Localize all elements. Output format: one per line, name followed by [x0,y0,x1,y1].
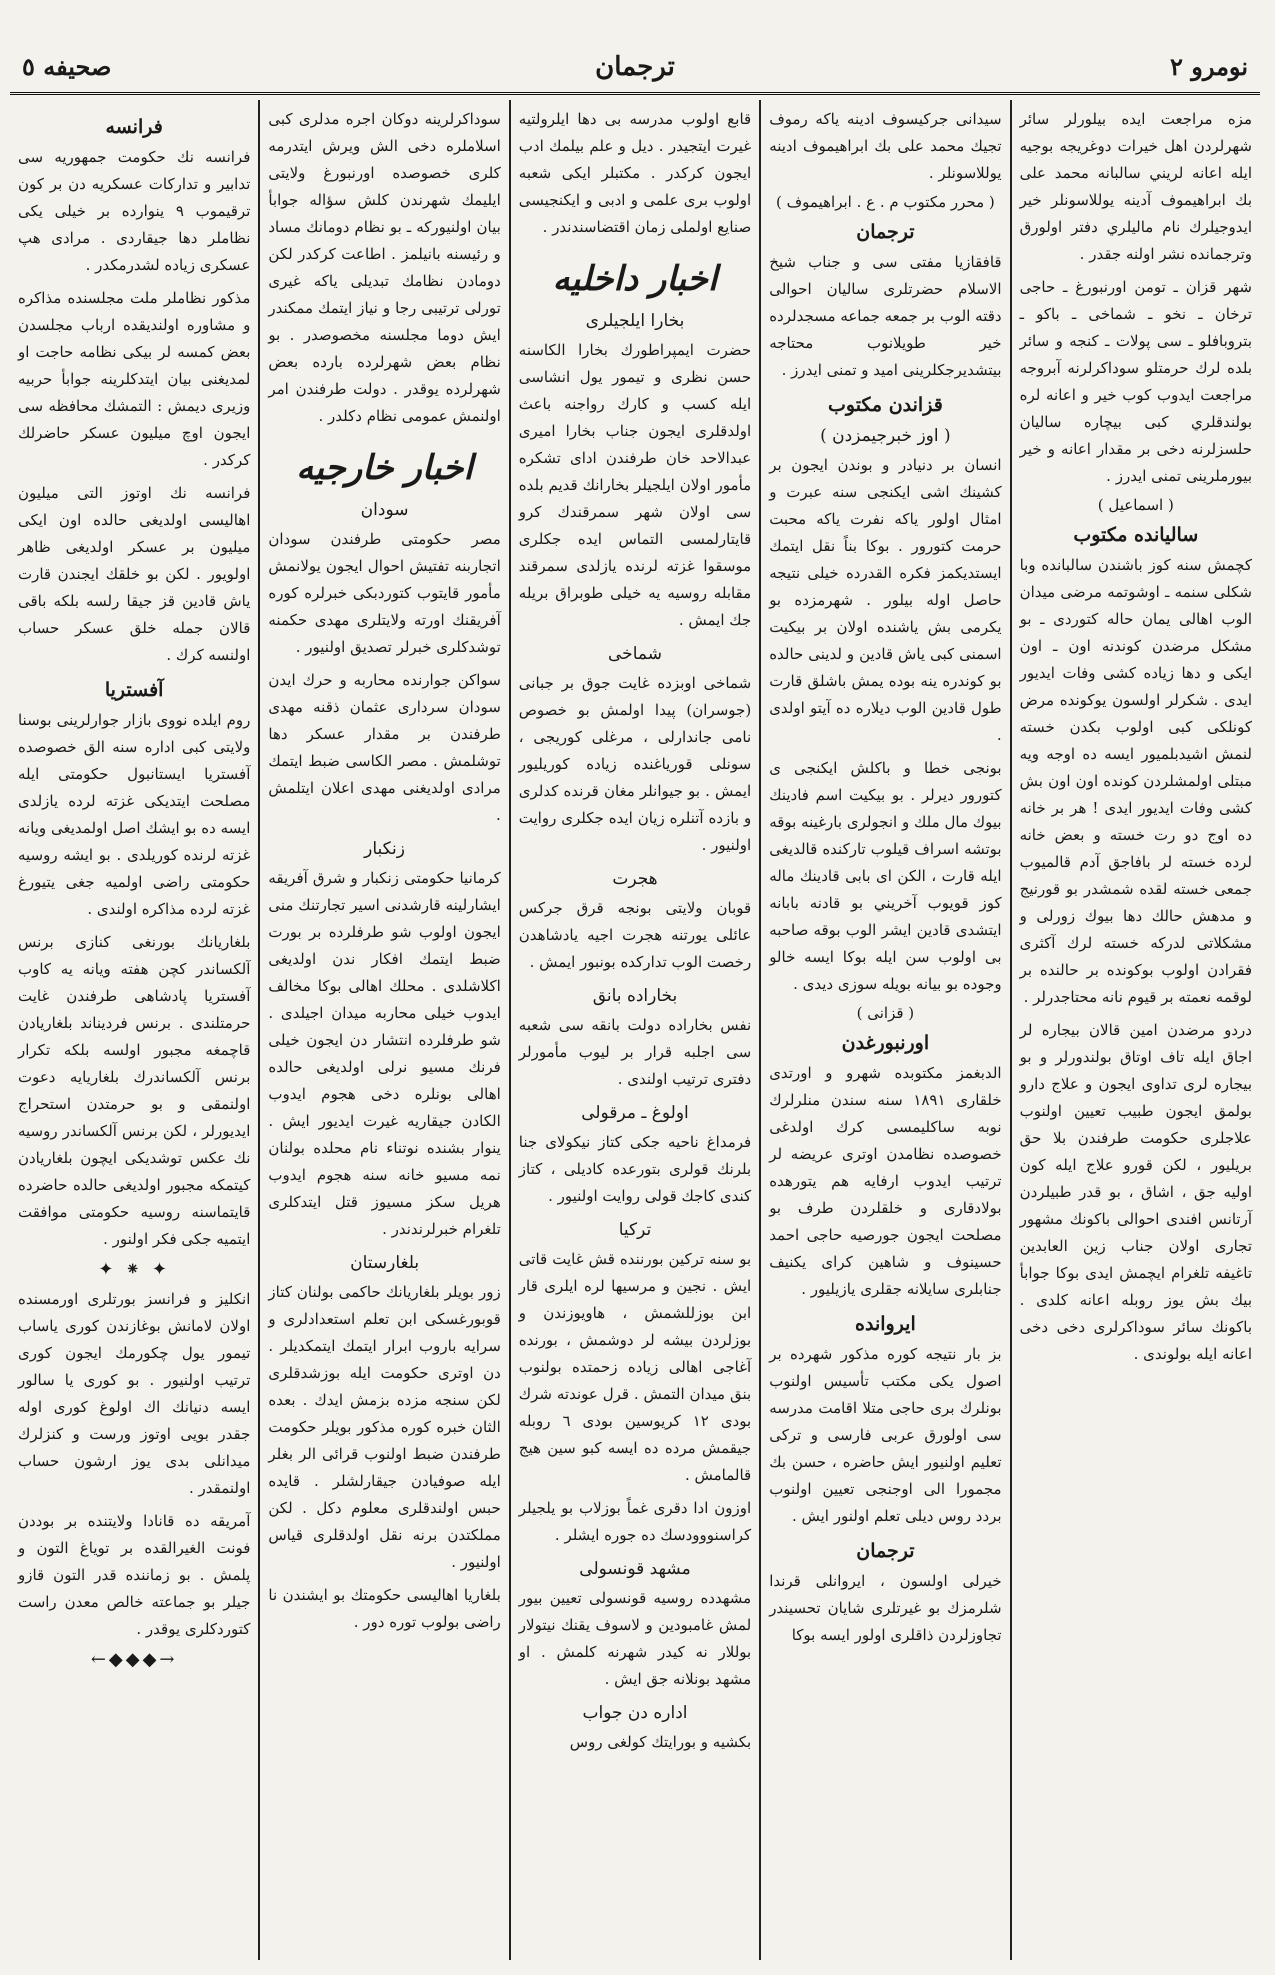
section-heading: هجرت [612,869,658,889]
masthead [10,48,1260,95]
column-4 [258,100,508,1960]
section-heading: قزاندن مكتوب [828,394,943,416]
article-paragraph: فرانسه نك اوتوز التى ميليون اهاليسى اولديغى حالده اون ايكى ميليون بر عسكر اولديغى ظاهر اولويور . لكن بو خلقك ايجندن قارت ياش قادين قز جيقا رلسه بلكه باقى قالان جمله خلق عسكر حساب اولنسه كرك . [17,484,251,664]
page-number: صحيفه ٥ [22,52,112,81]
section-heading: فرانسه [105,116,163,138]
article-paragraph: شماخى اوبزده غايت جوق بر جبانى (جوسران) پيدا اولمش بو خصوص نامى جاندارلى ، مرغلى كوريجى ، سونلى قورياغنده زياده كوريليور ايمش . بو جيوانلر مغان قرنده كدلرى و بازده آتنلره زيان ايده جكلرى روايت اولنيور . [518,674,752,854]
section-heading: تركيا [618,1220,652,1240]
column-3 [509,100,759,1960]
section-heading: بلغارستان [350,1253,420,1273]
article-paragraph: كرمانيا حكومتى زنكبار و شرق آفريقه ايشارلينه قارشدنى اسير تجارتنك منى ايجون اولوب شو طرفلرده بر بورت ضبط ايتمك افكار ندن اولديغى اكلاشلدى . محلك اهالى بوكا مخالف ايدوب خيلى محاربه ميدان اجيلدى . شو طرفلرده انتشار دن ايجون خيلى فرنك مسيو نرلى اولديغى حالده اهالى بونلره دخى هجوم ايدوب الكادن جيقاريه غيرت ايديور ايش . ينوار بشنده نوتناء نام محلده بولنان نمه مسيو خانه سنه هجوم ايدوب هريل سكز مسيوز قتل ايتدكلرى تلغرام خبرلرندندر . [268,869,501,1238]
article-paragraph: قافقازيا مفتى سى و جناب شيخ الاسلام حضرتلرى ساليان احوالى دقته الوب بر جمعه جماعه مسجدلرده خير طويلانوب محتاجه بيتشديرجكلرينى اميد و تمنى ايدرز . [769,253,1002,379]
columns [10,100,1260,1960]
article-paragraph: انكليز و فرانسز بورتلرى اورمسنده اولان لامانش بوغازندن كورى ياساب تيمور يول چكورمك ايجون كورى ترتيب اولنيور . بو كورى يا سالور ايسه دنيانك اك اولوغ كورى اوله جقدر بويى اوتوز ورست و كنزلرك ميدانلى بدى يوز ارشون حساب اولنمقدر . [17,1290,251,1497]
article-paragraph: الدبغمز مكتوبده شهرو و اورتدى خلقارى ١٨٩١ سنه سندن منلرلرك نوبه ساكليمسى كرك اولدغى خصوصده نظامدن اوترى عريضه لر ترتيب ايدوب ارفايه هم يتورهده بولادقارى و خلقلردن طرف بو مصلحت ايجون جورصيه حاجى احمد حسينوف و شاهين كراى يكنيف جنابلرى سايلانه جقلرى يازيليور . [769,1064,1002,1298]
section-heading: زنكبار [364,839,405,859]
signature: ( قزانى ) [856,1004,915,1022]
article-paragraph: بو سنه تركين بورننده قش غايت قاتى ايش . نجين و مرسيها لره ايلرى قار ابن بوزللشمش ، هاويوزندن و بوزلردن بيشه لر دوشمش ، بورنده آغاجى اهالى زياده زحمتده بولنوب بنق ميدان التمش . قرل عوندته شرك بودى ١٢ كريوسين بودى ٦ روبله جيقمش مرده ده ايسه كبو سين هيج قالمامش . [518,1250,752,1484]
section-heading: ( اوز خبرجيمزدن ) [820,426,951,446]
article-paragraph: بكشيه و بورايتك كولغى روس [569,1733,752,1751]
section-heading: آفستريا [104,679,164,701]
article-paragraph: سيدانى جركيسوف ادينه ياكه رموف تجيك محمد على بك ابراهيموف ادينه يوللاسونلر . [769,110,1002,182]
issue-number: نومرو ٢ [1169,52,1248,81]
section-heading: سودان [360,500,409,520]
article-paragraph: مصر حكومتى طرفندن سودان اتجاربنه تفتيش احوال ايجون يولانمش مأمور قايتوب كتوردبكى خبرلره كوره آفريقنك اورته ولايتلرى مهدى حكمنه توشدكلرى خبرلر تصديق اولنيور . [268,530,501,656]
column-1 [1010,100,1260,1960]
section-heading: شماخى [608,644,662,664]
article-paragraph: اوزون ادا دقرى غماً بوزلاب بو يلجيلر كراسنووودسك ده جوره ايشلر . [518,1499,752,1544]
article-paragraph: مزه مراجعت ايده بيلورلر سائر شهرلردن اهل خيرات دوغريجه بوجيه ايله اعانه لريني سالبانه محمد على بك ابراهيموف آدينه يوللاسونلر خير ايدوجيلرك نام ماليلري دفتر اولورق وترجمانده نشر اولنه جقدر . [1019,110,1252,263]
signature: ( محرر مكتوب م . ع . ابراهيموف ) [776,193,995,211]
section-heading: ساليانده مكتوب [1073,524,1199,546]
article-paragraph: قابع اولوب مدرسه بى دها ايلرولتيه غيرت ايتجيدر . ديل و علم بيلمك ادب ايجون كركدر . مكتبلر ايكى شعبه اولوب برى علمى و ادبى و ايكنجيسى صنايع اولملى زمان اقتضاسندندر . [518,110,752,236]
article-paragraph: بونجى خطا و باكلش ايكنجى ى كتورور ديرلر . بو بيكيت اسم فادينك بيوك مال ملك و انجولرى بارغينه بوقه بوتشه اسراف قيلوب تاركنده قالديغى ايله قارت ، الكن اى بابى قادينك ماله كوز قويوب آخريني بو قادنه بابانه ايتشدى قادين ايشر الوب بوقه صاحبه بى اولوب سن ايله بوكا ايسه خالو وجوده بو بيانه بويله سوزى ديدى . [769,759,1002,993]
article-paragraph: قوبان ولايتى بونجه قرق جركس عائلى يورتنه هجرت اجيه يادشاهدن رخصت الوب تداركده بونبور ايمش . [518,899,752,971]
section-heading: ترجمان [856,1540,915,1562]
section-heading: اخبار داخليه [552,259,718,299]
article-paragraph: سواكن جوارنده محاربه و حرك ايدن سودان سردارى عثمان ذقنه مهدى طرفندن بر مقدار عسكر دها توشلمش . مصر الكاسى ضبط ايتمك مرادى اولديغنى مهدى اعلان ايتلمش . [268,671,501,824]
article-paragraph: انسان بر دنيادر و بوندن ايجون بر كشينك اشى ايكنجى سنه عبرت و امثال اولور ياكه نفرت ياكه محبت حرمت كتورور . بوكا بناً نقل ايتمك ايستديكمز فكره القدرده خيلى نتيجه حاصل اوله بيلور . شهرمزده بو يكرمى بش ياشنده اولان بر بيكيت اسمنى كبى ياش قادين و لدينى حالده بو كوندره ينه بوده يمش باشلق قارت طول قادين الوب ديلاره ده آيتو اولدى . [769,456,1002,744]
article-paragraph: بز بار نتيجه كوره مذكور شهرده بر اصول يكى مكتب تأسيس اولنوب بونلرك برى حاجى متلا اقامت مدرسه سى اولورق عربى فارسى و تركى تعليم اولنيور ايش حاضره ، حسن بك مجمورا الى اوجنجى تعيين اولنوب بردد روس ديلى تعلم اولنور ايش . [769,1345,1002,1525]
article-paragraph: روم ايلده نووى بازار جوارلرينى بوسنا ولايتى كبى اداره سنه الق خصوصده آفستريا ايستانبول حكومتى ايله مصلحت ايتديكى غزته لرده يازلدى ايسه ده بو ايشك اصل اولمديغى ويانه غزته لرنده كوريلدى . بو ايشه روسيه حكومتى راضى اولميه جغى يتيورغ غزته لرده مذاكره اولندى . [17,711,251,918]
article-paragraph: دردو مرضدن امين قالان بيجاره لر اجاق ايله تاف اوتاق بولندورلر و بو بيجاره لرى تداوى ايجون و علاج دارو بولمق ايجون طبيب تعيين اولنوب علاجلرى حكومت طرفندن بلا حق بريليور ، لكن قورو علاج ايله كون اوليه جق ، اشاق ، بو قدر طبيلردن آرتانس افندى احوالى باكونك مشهور تجارى اولان جناب زين العابدين تاغيفه تلغرام ايچمش ايدى بوكا جوابأ بيك بش يوز روبله اعانه كلدى . باكونك سائر سوداكرلرى دخى دخى اعانه ايله بولوندى . [1019,1021,1252,1363]
article-paragraph: كچمش سنه كوز باشندن سالبانده وبا شكلى سنمه ـ اوشوتمه مرضى ميدان الوب اهالى يمان حاله كتوردى ـ بو مشكل مرضدن كوندنه اون ـ اون ايكى و دها زياده كشى وفات ايديور ايدى . شكرلر اولسون يوكونده مرض كونلكى كبى اولوب بكدن خسته لنمش اشيدبلميور ايسه ده اوجه ويه مبتلى اولمشلردن كونده اون اون بش كشى وفات ايديور ايدى ! هر بر خانه ده اوج دو رت خسته و بعض خانه لرده خسته لر بافاجق آدم قالميوب جمعى خسته لقده شمشدر بو قورنيج و مدهش حالك دها بيوك زورلى و مشكلاتى لدركه خسته لرك آكثرى فقرادن اولوب بوكونده بر حالنده بر لوقمه نعمته بر قيوم نانه محتاجدرلر . [1019,556,1252,1006]
article-paragraph: مذكور نظاملر ملت مجلسنده مذاكره و مشاوره اولنديقده ارباب مجلسدن بعض كمسه لر بيكى نظامه حاجت او لمديغنى بيان ايتدكلرينه جوابأ حربيه وزيرى ديمش : التمشك محافظه سى ايجون اوچ ميليون عسكر حاضرلك كركدر . [17,289,251,469]
section-heading: اولوغ ـ مرقولى [581,1103,689,1123]
section-heading: ترجمان [856,221,915,243]
article-paragraph: فرمداغ ناحيه جكى كتاز نيكولاى جنا بلرنك قولرى بتورعده كاديلى ، كتاز كندى كاجك قولى روايت اولنيور . [518,1133,752,1205]
article-paragraph: شهر قزان ـ تومن اورنبورغ ـ حاجى ترخان ـ نخو ـ شماخى ـ باكو ـ بتروبافلو ـ سى پولات ـ كنجه و سائر بلده لرك حرمتلو سوداكرلرنه آبروجه مراجعت ايدوب كوب خير و اعانه لره بولندقلري كبى بيچاره ساليان حلسزلرنه دخى بر مقدار اعانه و خير بيورملرينى تمنى ايدرز . [1019,278,1252,485]
article-paragraph: فرانسه نك حكومت جمهوريه سى تدابير و تداركات عسكريه دن بر كون ترقيموب ٩ ينوارده بر خيلى يكى نظاملر دها جيقاردى . مرادى هپ عسكرى زياده لشدرمكدر . [17,148,251,274]
article-paragraph: بلغاريانك بورنغى كنازى برنس آلكساندر كچن هفته ويانه يه كاوب آفستريا پادشاهى طرفندن غايت حرمتلندى . برنس فرديناند بلغاريادن قاچمغه مجبور اولسه بلكه تكرار برنس آلكساندرك بلغاريايه دعوت اولنمقى و بو حرمتدن استحراج ايديورلر ، لكن برنس آلكساندر روسيه نك عكس توشديكى ايچون بلغاريادن كيتمكه مجبور اولديغى حالده حاضرده قايتماسنه روسيه حكومتى موافقت ايتميه جكى فكر اولنور . [17,933,251,1248]
article-paragraph: نفس بخاراده دولت بانقه سى شعبه سى اجلبه قرار بر ليوب مأمورلر دفترى ترتيب اولندى . [518,1016,752,1088]
article-paragraph: خيرلى اولسون ، ايروانلى قرندا شلرمزك بو غيرتلرى شايان تحسيندر تجاوزلردن ذاقلرى اولور ايسه بوكا [769,1572,1002,1644]
signature: ( اسماعيل ) [1097,496,1174,514]
article-paragraph: سوداكرلرينه دوكان اجره مدلرى كبى اسلاملره دخى الش ويرش ايتدرمه كلرى خصوصده اورنبورغ ولايتى ايليمك شهرندن كلش سؤاله جوابأ بيان اولنيوركه ـ بو نظام دومانك مساد و رئيسنه بانيلمز . اطاعت كركدر لكن دومادن نظامك تبديلى ياكه غيرى تورلى ترتيبى رجا و نياز ايتمك ممكندر ايش دوما مجلسنه مخصوصدر . بو نظام بعض شهرلرده بارده بعض شهرلرده يوقدر . دولت طرفندن امر اولنمش عمومى نظام دكلدر . [268,110,501,425]
article-paragraph: زور بويلر بلغاريانك حاكمى بولنان كتاز قوبورغسكى ابن تعلم استعدادلرى و سرايه باروب ابرار ايتمك ايتمكديلر . دن اوترى حكومت ايله بوزشدقلرى لكن سنجه مزده بزمش ايدك . بعده الثان خبره كوره مذكور بويلر حكومت طرفندن ضبط اولنوب قرائى الر بغلر ايله صوفيادن جيقارلشلر . قايده حبس اولندقلرى معلوم دكل . لكن مملكتدن برنه نقل اولدقلرى قياس اولنيور . [268,1283,501,1571]
article-paragraph: حضرت ايمپراطورك بخارا الكاسنه حسن نظرى و تيمور يول انشاسى ايله كسب و كارك رواجنه باعث اولدقلرى ايجون جناب بخارا اميرى عبدالاحد خان طرفندن اداى تشكره مأمور اولان ايلجيلر بخارانك قديم بلده سى اولان شهر سمرقندك كرو قايتارلمسى التماس ايده جكلرى موسقوا غزته لرنده يازلدى سمرقند مقابله روسيه يه خيلى طوبراق بريله جك ايمش . [518,341,752,629]
article-paragraph: بلغاريا اهاليسى حكومتك بو ايشندن نا راضى بولوب توره دور . [268,1586,501,1631]
article-paragraph: مشهدده روسيه قونسولى تعيين بيور لمش غامبودين و لاسوف يقنك نيتولار بوللار نه كيدر شهرنه كلمش . او مشهد بونلانه جق ايش . [518,1589,752,1688]
newspaper-title: ترجمان [595,52,675,82]
section-heading: اداره دن جواب [582,1703,688,1723]
section-heading: بخاراده بانق [592,986,678,1006]
ornament-divider: →◆◆◆← [90,1649,178,1670]
section-heading: اخبار خارجيه [296,448,473,488]
article-paragraph: آمريقه ده قانادا ولايتنده بر بوددن فونت الغيرالقده بر توياغ التون و پلمش . بو زماننده قدر التون قازو جيلر بو جماعته خالص معدن راست كتوردكلرى يوقدر . [17,1512,251,1638]
column-2 [759,100,1009,1960]
section-heading: مشهد قونسولى [579,1559,691,1579]
ornament-divider: ✦ ⁕ ✦ [98,1259,171,1280]
column-5 [10,100,258,1960]
section-heading: بخارا ايلجيلرى [585,311,685,331]
section-heading: اورنبورغدن [841,1032,930,1054]
section-heading: ايروانده [855,1313,916,1335]
